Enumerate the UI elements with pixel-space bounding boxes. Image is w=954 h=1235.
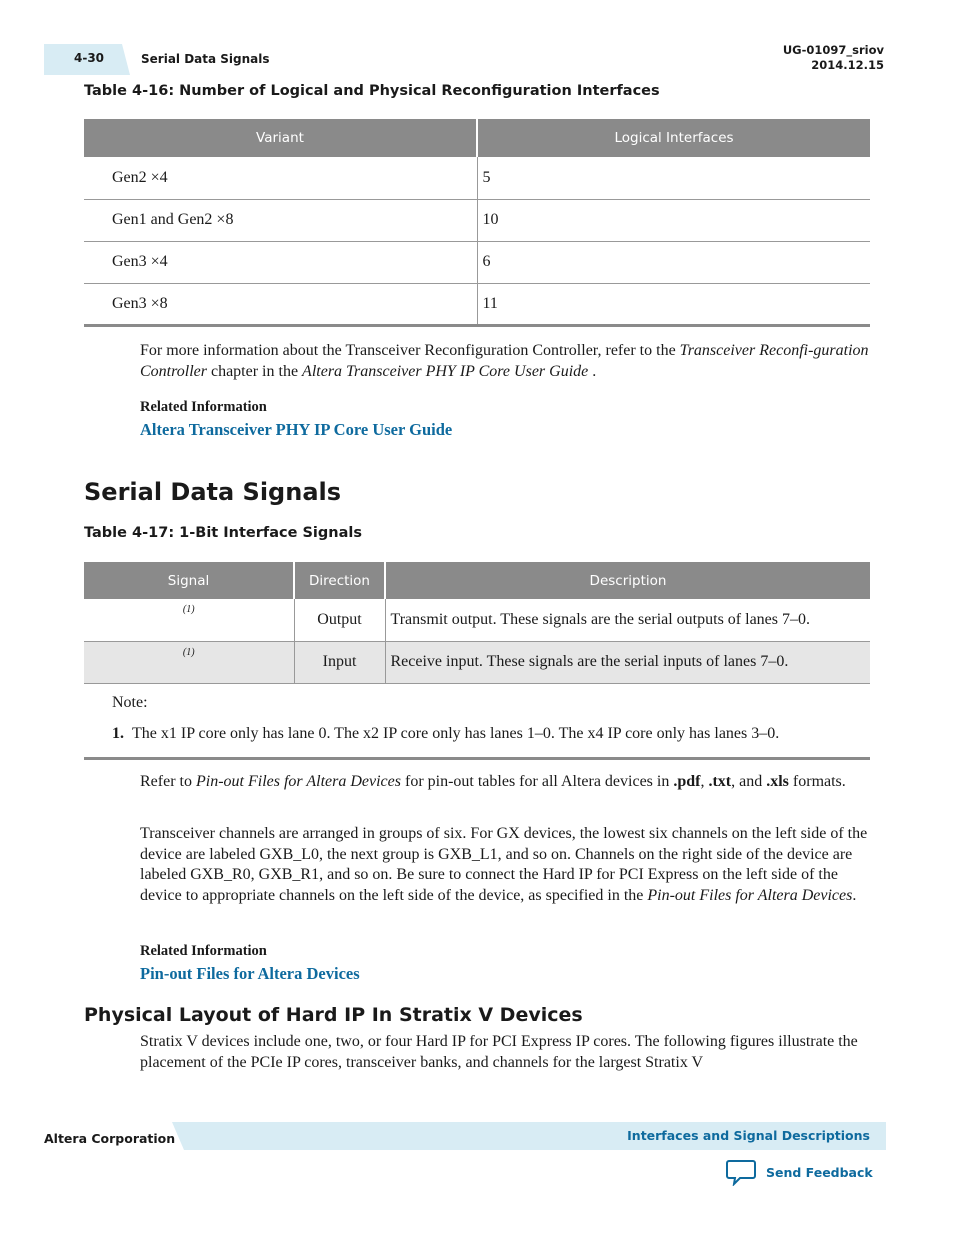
text-run: chapter in the [206,362,303,380]
related-info-link[interactable]: Altera Transceiver PHY IP Core User Guide [140,420,453,439]
text-run: , [700,773,709,790]
table-note [112,725,779,743]
table-16-caption: Table 4-16: Number of Logical and Physical Reconfiguration Interfaces [84,83,660,99]
table-row [84,241,870,283]
text-run: Transceiver channels are arranged in groups of six. For GX devices, the lowest six channels on the left side of the device are labeled GXB_L0, the next group is GXB_L1, and so on. Channels on the right side of the device are labeled GXB_R0, GXB_R1, and so on. Be sure to connect the Hard IP for PCI Express on the left side of the device to appropriate channels on the left side of the device, as specified in the [140,825,868,904]
footer-chapter-link[interactable]: Interfaces and Signal Descriptions [627,1128,870,1143]
table-17 [84,562,870,684]
doc-date: 2014.12.15 [811,58,884,72]
italic-run: Altera Transceiver PHY IP Core User Guide [302,362,589,380]
table-cell: Gen2 ×4 [84,157,477,199]
footer-company: Altera Corporation [44,1131,176,1146]
table-row [84,157,870,199]
description-cell: Transmit output. These signals are the serial outputs of lanes 7–0. [385,599,870,641]
table-cell: 6 [477,241,870,283]
text-run: For more information about the Transceiver Reconfiguration Controller, refer to the [140,342,680,359]
text-run: for pin-out tables for all Altera devices in [400,773,674,790]
table-end-rule [84,757,870,760]
direction-cell: Output [294,599,385,641]
text-run: . [588,362,597,380]
table-cell: 5 [477,157,870,199]
table-row [84,283,870,325]
direction-cell: Input [294,641,385,683]
text-run: formats. [788,773,846,790]
table-cell: Gen3 ×8 [84,283,477,325]
signal-cell [84,599,294,641]
related-info-link[interactable]: Pin-out Files for Altera Devices [140,964,360,983]
column-header: Signal [84,562,294,599]
column-header: Description [385,562,870,599]
running-header-title: Serial Data Signals [141,52,270,66]
footnote-marker: (1) [182,646,195,658]
channels-paragraph [140,824,870,906]
table-16 [84,119,870,327]
column-header: Direction [294,562,385,599]
table-cell: 10 [477,199,870,241]
text-run: . [852,886,857,904]
table-row [84,599,870,641]
feedback-bubble-icon [726,1158,756,1186]
send-feedback-button[interactable] [726,1158,873,1186]
bold-run: .xls [766,773,789,790]
related-info-heading: Related Information [140,399,267,415]
send-feedback-label: Send Feedback [766,1164,873,1180]
note-number: 1. [112,725,124,742]
table-cell: 11 [477,283,870,325]
bold-run: .txt [708,773,732,790]
text-run: , and [731,773,767,790]
document-id [783,43,884,73]
table-cell: Gen1 and Gen2 ×8 [84,199,477,241]
italic-run: Pin-out Files for Altera Devices [647,886,853,904]
related-info-heading: Related Information [140,943,267,959]
page-number: 4-30 [74,51,105,65]
table-cell: Gen3 ×4 [84,241,477,283]
table-row [84,199,870,241]
doc-id: UG-01097_sriov [782,43,884,57]
section-heading: Serial Data Signals [84,478,342,506]
bold-run: .pdf [673,773,701,790]
signal-cell [84,641,294,683]
layout-paragraph: Stratix V devices include one, two, or four Hard IP for PCI Express IP cores. The following figures illustrate the placement of the PCIe IP cores, transceiver banks, and channels for the largest Stratix V [140,1033,858,1071]
reconfig-paragraph [140,341,870,382]
table-row [84,641,870,683]
note-text: The x1 IP core only has lane 0. The x2 IP core only has lanes 1–0. The x4 IP core only has lanes 3–0. [132,725,780,742]
footnote-marker: (1) [182,604,195,615]
subsection-heading: Physical Layout of Hard IP In Stratix V Devices [84,1004,583,1026]
italic-run: Pin-out Files for Altera Devices [195,773,401,790]
text-run: Refer to [140,773,196,790]
column-header: Logical Interfaces [477,119,870,157]
column-header: Variant [84,119,477,157]
description-cell: Receive input. These signals are the serial inputs of lanes 7–0. [385,641,870,683]
table-17-caption: Table 4-17: 1-Bit Interface Signals [84,525,362,541]
table-note-label: Note: [112,694,148,711]
italic-run: Transceiver Reconfi-guration Controller [140,342,869,380]
pinout-paragraph [140,772,870,793]
